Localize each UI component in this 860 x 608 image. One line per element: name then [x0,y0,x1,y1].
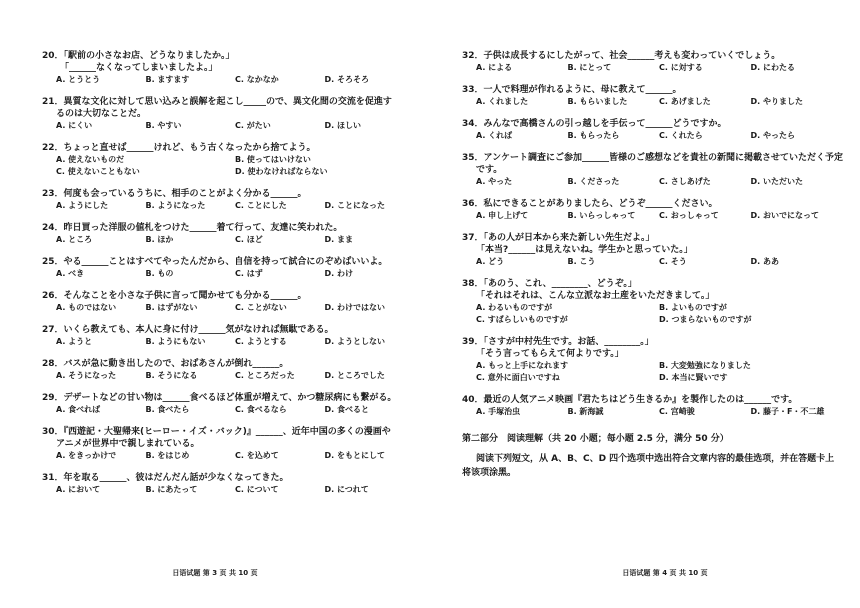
option[interactable]: C. すばらしいものですが [476,315,568,324]
option[interactable]: B. こう [567,257,596,266]
options-24 [56,234,414,246]
option[interactable]: C. あげました [659,97,711,106]
option[interactable]: D. ほしい [324,121,361,130]
option[interactable]: B. にとって [567,63,612,72]
section-title: 第二部分 阅读理解（共 20 小题；每小题 2.5 分，满分 50 分） [462,434,729,444]
options-27 [56,336,414,348]
option[interactable]: A. とうとう [56,75,101,84]
question-30-line2: アニメが世界中で親しまれている。 [56,439,200,449]
options-40 [476,406,842,418]
option[interactable]: C. ようとする [235,337,287,346]
option[interactable]: B. ようになった [145,201,206,210]
option[interactable]: B. 大変勉強になりました [659,361,751,370]
option[interactable]: B. いらっしゃって [567,211,636,220]
page-footer: 日语试题 第 4 页 共 10 页 [622,569,708,577]
options-23 [56,200,414,212]
option[interactable]: D. 使わなければならない [235,167,328,176]
exam-page-4 [430,0,860,608]
option[interactable]: A. そうになった [56,371,117,380]
question-24: 24．昨日買った洋服の値札をつけた______着て行って、友達に笑われた。 [42,223,343,233]
option[interactable]: B. やすい [145,121,182,130]
option[interactable]: A. べき [56,269,85,278]
option[interactable]: D. まま [324,235,353,244]
option[interactable]: D. わけ [324,269,353,278]
option[interactable]: C. を込めて [235,451,279,460]
option[interactable]: A. くれました [476,97,529,106]
option[interactable]: D. おいでになって [750,211,819,220]
option[interactable]: A. 申し上げて [476,211,529,220]
option[interactable]: D. にわたる [750,63,795,72]
question-26: 26．そんなことを小さな子供に言って聞かせても分かる______。 [42,291,307,301]
options-38 [476,302,842,326]
option[interactable]: B. そうになる [145,371,198,380]
option[interactable]: B. はずがない [145,303,198,312]
question-35-line2: です。 [476,165,503,175]
question-23: 23．何度も会っているうちに、相手のことがよく分かる______。 [42,189,307,199]
question-21: 21．異質な文化に対して思い込みと誤解を起こし_____ので、異文化間の交流を促進す [42,97,392,107]
option[interactable]: A. にくい [56,121,93,130]
option[interactable]: C. ほど [235,235,263,244]
option[interactable]: D. いただいた [750,177,803,186]
option[interactable]: B. ようにもない [145,337,206,346]
question-29: 29．デザートなどの甘い物は______食べるほど体重が増えて、かつ糖尿病にも繋がる。 [42,393,397,403]
option[interactable]: C. 宫崎骏 [659,407,695,416]
option[interactable]: D. 食べると [324,405,369,414]
options-36 [476,210,842,222]
option[interactable]: B. 食べたら [145,405,190,414]
option[interactable]: C. に対する [659,63,703,72]
option[interactable]: C. ところだった [235,371,295,380]
question-38-line2: 「それはそれは、こんな立派なお土産をいただきまして。」 [476,291,715,301]
option[interactable]: B. よいものですが [659,303,727,312]
option[interactable]: B. ほか [145,235,174,244]
option[interactable]: B. もの [145,269,174,278]
option[interactable]: A. において [56,485,101,494]
option[interactable]: D. をもとにして [324,451,385,460]
question-column-left [42,50,414,506]
option[interactable]: C. 意外に面白いですね [476,373,560,382]
option[interactable]: A. 手塚治虫 [476,407,521,416]
option[interactable]: C. はず [235,269,263,278]
option[interactable]: A. わるいものですが [476,303,553,312]
options-37 [476,256,842,268]
question-39-line2: 「そう言ってもらえて何よりです。」 [476,349,624,359]
option[interactable]: D. ああ [750,257,779,266]
option[interactable]: D. 本当に賢いです [659,373,728,382]
question-20-line2: 「______なくなってしまいましたよ。」 [60,63,218,73]
question-35: 35．アンケート調査にご参加______皆様のご感想などを貴社の新聞に掲載させていただく予定 [462,153,843,163]
options-25 [56,268,414,280]
option[interactable]: A. もっと上手になれます [476,361,569,370]
option[interactable]: D. つまらないものですが [659,315,752,324]
option[interactable]: B. にあたって [145,485,198,494]
option[interactable]: D. やりました [750,97,803,106]
option[interactable]: A. ところ [56,235,93,244]
question-36: 36．私にできることがありましたら、どうぞ______ください。 [462,199,718,209]
option[interactable]: D. ようとしない [324,337,385,346]
option[interactable]: B. ますます [145,75,190,84]
options-21 [56,120,414,132]
question-32: 32．子供は成長するにしたがって、社会______考えも変わっていくでしょう。 [462,51,781,61]
option[interactable]: D. ことになった [324,201,385,210]
question-column-right [462,50,842,480]
option[interactable]: C. なかなか [235,75,279,84]
option[interactable]: B. もらいました [567,97,628,106]
option[interactable]: A. 食べれば [56,405,101,414]
option[interactable]: A. ようにした [56,201,109,210]
question-34: 34．みんなで高橋さんの引っ越しを手伝って______どうですか。 [462,119,727,129]
option[interactable]: B. をはじめ [145,451,190,460]
option[interactable]: D. ところでした [324,371,385,380]
option[interactable]: C. さしあげた [659,177,711,186]
options-22 [56,154,414,178]
option[interactable]: C. ことにした [235,201,287,210]
options-26 [56,302,414,314]
options-34 [476,130,842,142]
question-39: 39．「さすが中村先生です。お話、________。」 [462,337,654,347]
option[interactable]: C. ことがない [235,303,287,312]
option[interactable]: C. そう [659,257,687,266]
question-20: 20．「駅前の小さなお店、どうなりましたか。」 [42,51,235,61]
options-29 [56,404,414,416]
option[interactable]: D. わけではない [324,303,385,312]
option[interactable]: C. について [235,485,279,494]
question-21-line2: るのは大切なことだ。 [56,109,147,119]
option[interactable]: A. くれば [476,131,513,140]
options-32 [476,62,842,74]
options-33 [476,96,842,108]
question-40: 40．最近の人気アニメ映画『君たちはどう生きるか』を製作したのは______です。 [462,395,798,405]
option[interactable]: B. 新海誠 [567,407,604,416]
option[interactable]: A. ようと [56,337,93,346]
option[interactable]: B. くださった [567,177,620,186]
option[interactable]: A. による [476,63,513,72]
option[interactable]: B. 使ってはいけない [235,155,311,164]
option[interactable]: D. 藤子・F・不二雄 [750,407,825,416]
option[interactable]: B. もらったら [567,131,620,140]
option[interactable]: C. 使えないこともない [56,167,140,176]
options-35 [476,176,842,188]
question-37: 37．「あの人が日本から来た新しい先生だよ。」 [462,233,655,243]
option[interactable]: C. おっしゃって [659,211,719,220]
question-33: 33．一人で料理が作れるように、母に教えて______。 [462,85,682,95]
option[interactable]: A. やった [476,177,513,186]
question-31: 31．年を取る______、彼はだんだん話が少なくなってきた。 [42,473,289,483]
options-31 [56,484,414,496]
question-22: 22．ちょっと直せば______けれど、もう古くなったから捨てよう。 [42,143,316,153]
question-37-line2: 「本当?______は見えないね。学生かと思っていた。」 [476,245,693,255]
option[interactable]: C. 食べるなら [235,405,287,414]
option[interactable]: D. やったら [750,131,795,140]
option[interactable]: C. くれたら [659,131,703,140]
option[interactable]: D. につれて [324,485,369,494]
options-30 [56,450,414,462]
option[interactable]: D. そろそろ [324,75,369,84]
option[interactable]: C. がたい [235,121,271,130]
question-27: 27．いくら教えても、本人に身に付け______気がなければ無駄である。 [42,325,334,335]
options-28 [56,370,414,382]
option[interactable]: A. ものではない [56,303,117,312]
options-39 [476,360,842,384]
page-footer: 日语试题 第 3 页 共 10 页 [172,569,258,577]
option[interactable]: A. をきっかけで [56,451,117,460]
question-38: 38．「あのう、これ、________、どうぞ。」 [462,279,637,289]
section-instruction: 阅读下列短文，从 A、B、C、D 四个选项中选出符合文章内容的最佳选项，并在答题卡上将该项涂黑。 [462,454,835,478]
question-30: 30．『西遊記・大聖帰来(ヒーロー・イズ・バック)』______、近年中国の多くの漫画や [42,427,391,437]
options-20 [56,74,414,86]
option[interactable]: A. どう [476,257,505,266]
question-25: 25．やる______ことはすべてやったんだから、自信を持って試合にのぞめばいいよ。 [42,257,388,267]
option[interactable]: A. 使えないものだ [56,155,125,164]
question-28: 28．バスが急に動き出したので、おばあさんが倒れ______。 [42,359,289,369]
